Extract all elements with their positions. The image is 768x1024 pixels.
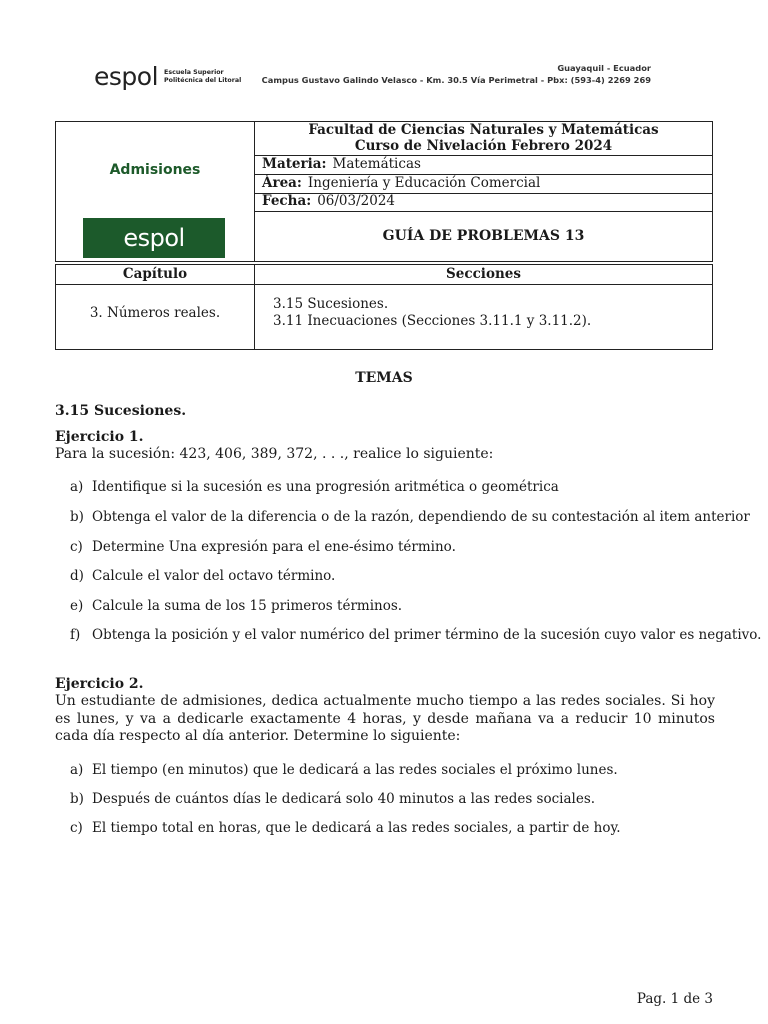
ejercicio-2-title: Ejercicio 2. (55, 676, 144, 692)
chapters-header (56, 265, 712, 285)
admisiones-cell (56, 122, 255, 261)
list-item: a) Identifique si la sucesión es una progresión aritmética o geométrica (70, 479, 559, 495)
header-address (262, 62, 651, 86)
green-logo-word: espol (123, 224, 185, 252)
fecha-row (255, 193, 712, 212)
chapters-table (55, 264, 713, 350)
materia-label: Materia: (262, 156, 327, 172)
facultad-name: Facultad de Ciencias Naturales y Matemáticas (308, 122, 659, 138)
area-row (255, 175, 712, 194)
seccion-1: 3.15 Sucesiones. (273, 296, 389, 312)
list-item: c) Determine Una expresión para el ene-ésimo término. (70, 539, 456, 555)
curso-name: Curso de Nivelación Febrero 2024 (354, 138, 613, 154)
list-item: c) El tiempo total en horas, que le dedicará a las redes sociales, a partir de hoy. (70, 820, 621, 836)
header-campus: Campus Gustavo Galindo Velasco - Km. 30.5 Vía Perimetral - Pbx: (593-4) 2269 269 (261, 75, 651, 85)
espol-green-logo (83, 218, 225, 258)
section-title: 3.15 Sucesiones. (55, 403, 187, 419)
fecha-value: 06/03/2024 (317, 193, 396, 209)
ejercicio-1-intro: Para la sucesión: 423, 406, 389, 372, . . ., realice lo siguiente: (55, 446, 494, 462)
temas-heading: TEMAS (355, 370, 413, 386)
area-value: Ingeniería y Educación Comercial (307, 175, 541, 191)
admisiones-label: Admisiones (109, 162, 201, 178)
materia-value: Matemáticas (332, 156, 421, 172)
list-item: d) Calcule el valor del octavo término. (70, 568, 336, 584)
logo-wordmark: espol (94, 62, 159, 91)
logo-subtitle: Escuela Superior Politécnica del Litoral (164, 69, 242, 84)
col-capitulo: Capítulo (122, 266, 188, 282)
list-item: f) Obtenga la posición y el valor numérico del primer término de la sucesión cuyo valor es negativo. (70, 627, 762, 643)
materia-row (255, 156, 712, 175)
seccion-2: 3.11 Inecuaciones (Secciones 3.11.1 y 3.11.2). (273, 313, 592, 329)
secciones-value (273, 296, 591, 330)
ejercicio-2-intro: Un estudiante de admisiones, dedica actualmente mucho tiempo a las redes sociales. Si hoy es lunes, y va a dedicarle exactamente 4 horas, y desde mañana va a reducir 10 minutos cada día respecto al día anterior. Determine lo siguiente: (55, 693, 715, 744)
list-item: e) Calcule la suma de los 15 primeros términos. (70, 598, 403, 614)
list-item: b) Obtenga el valor de la diferencia o de la razón, dependiendo de su contestación al item anterior (70, 509, 750, 525)
fecha-label: Fecha: (262, 193, 312, 209)
area-label: Área: (262, 175, 302, 191)
capitulo-value: 3. Números reales. (89, 305, 221, 321)
col-secciones: Secciones (446, 266, 521, 282)
info-details (255, 122, 712, 261)
list-item: b) Después de cuántos días le dedicará solo 40 minutos a las redes sociales. (70, 791, 596, 807)
facultad-header (255, 122, 712, 156)
ejercicio-1-title: Ejercicio 1. (55, 429, 144, 445)
header-city: Guayaquil - Ecuador (557, 63, 651, 73)
espol-header-logo (94, 62, 241, 91)
list-item: a) El tiempo (en minutos) que le dedicará a las redes sociales el próximo lunes. (70, 762, 618, 778)
guia-title: GUÍA DE PROBLEMAS 13 (382, 228, 585, 244)
page-number: Pag. 1 de 3 (636, 991, 713, 1007)
info-table (55, 121, 713, 262)
